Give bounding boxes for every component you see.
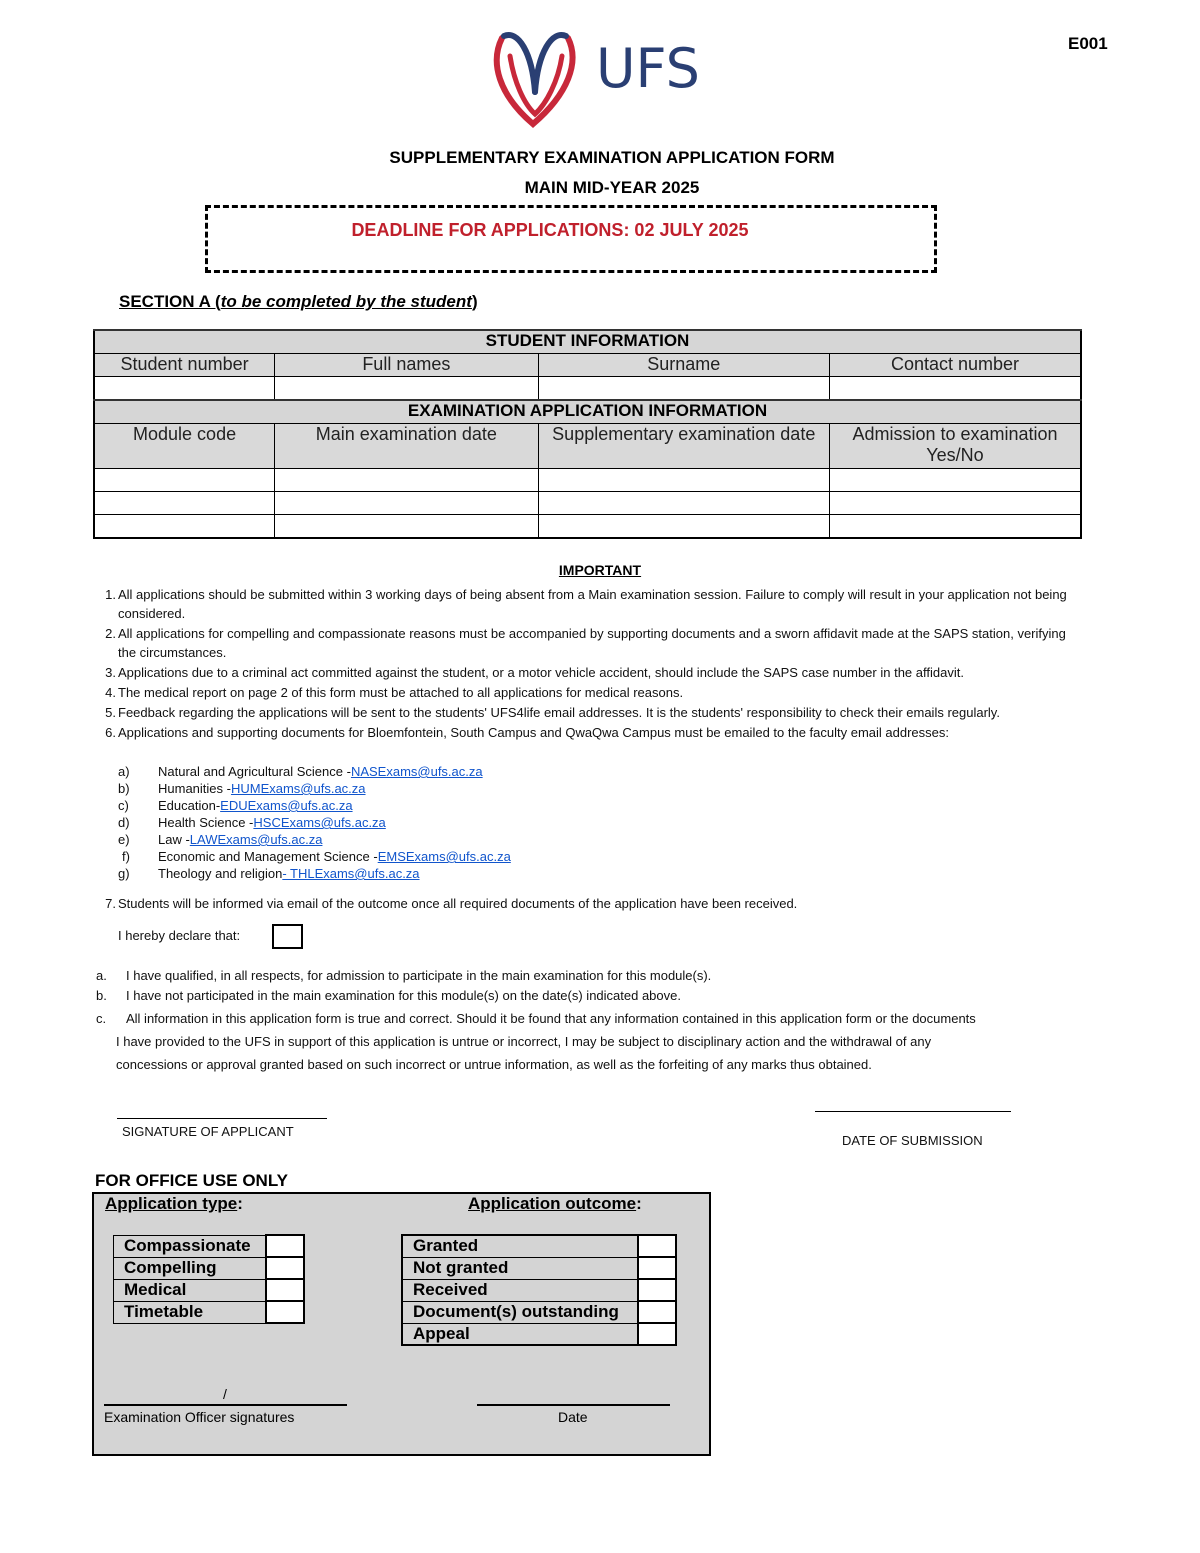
list-item — [118, 814, 511, 831]
faculty-name: Law - — [158, 832, 190, 847]
declaration-item-c — [96, 1009, 1076, 1028]
faculty-name: Natural and Agricultural Science - — [158, 764, 351, 779]
option-label: Medical — [114, 1279, 267, 1301]
admission-field[interactable] — [829, 492, 1081, 515]
list-item — [94, 585, 1069, 623]
item-letter: f) — [122, 849, 130, 864]
col-admission: Admission to examination Yes/No — [829, 424, 1081, 469]
admission-field[interactable] — [829, 515, 1081, 539]
item-text: I have not participated in the main examination for this module(s) on the date(s) indicated above. — [126, 988, 681, 1003]
faculty-name: Theology and religion — [158, 866, 283, 881]
section-a-note: to be completed by the student — [220, 292, 472, 311]
faculty-name: Economic and Management Science - — [158, 849, 378, 864]
documents-outstanding-checkbox[interactable] — [638, 1301, 676, 1323]
list-item — [118, 797, 511, 814]
application-outcome-label: Application outcome — [468, 1194, 637, 1213]
main-exam-date-field[interactable] — [275, 515, 538, 539]
submission-date-label: DATE OF SUBMISSION — [842, 1133, 983, 1148]
faculty-email-link[interactable]: NASExams@ufs.ac.za — [350, 764, 483, 779]
supp-exam-date-field[interactable] — [538, 469, 829, 492]
item-number: 7. — [105, 896, 116, 911]
faculty-email-link[interactable]: HUMExams@ufs.ac.za — [230, 781, 366, 796]
faculty-email-list — [118, 763, 511, 882]
declaration-item-a — [96, 966, 1076, 985]
item-text: The medical report on page 2 of this form must be attached to all applications for medical reasons. — [118, 685, 684, 700]
option-label: Compassionate — [114, 1235, 267, 1257]
faculty-email-link[interactable]: LAWExams@ufs.ac.za — [189, 832, 323, 847]
timetable-checkbox[interactable] — [266, 1301, 304, 1323]
col-module-code: Module code — [94, 424, 275, 469]
faculty-email-link[interactable]: HSCExams@ufs.ac.za — [253, 815, 386, 830]
section-a-close: ) — [471, 292, 478, 311]
item-letter: c. — [96, 1011, 107, 1026]
appeal-checkbox[interactable] — [638, 1323, 676, 1345]
module-code-field[interactable] — [94, 469, 275, 492]
faculty-email-link[interactable]: EDUExams@ufs.ac.za — [220, 798, 353, 813]
faculty-name: Humanities - — [158, 781, 231, 796]
col-surname: Surname — [538, 354, 829, 377]
list-item — [94, 683, 1069, 702]
admission-field[interactable] — [829, 469, 1081, 492]
item-letter: c) — [118, 798, 129, 813]
not-granted-checkbox[interactable] — [638, 1257, 676, 1279]
section-a-heading — [119, 292, 478, 312]
item-letter: a) — [118, 764, 130, 779]
option-label: Received — [402, 1279, 638, 1301]
item-text-cont: concessions or approval granted based on such incorrect or untrue information, as well as the forfeiting of any marks thus obtained. — [116, 1057, 872, 1072]
medical-checkbox[interactable] — [266, 1279, 304, 1301]
office-date-line[interactable] — [477, 1404, 670, 1406]
form-subtitle: MAIN MID-YEAR 2025 — [524, 178, 700, 197]
colon: : — [237, 1194, 243, 1213]
item-text: Students will be informed via email of the outcome once all required documents of the application have been received. — [118, 896, 798, 911]
list-item — [118, 780, 511, 797]
item-number: 3. — [105, 665, 116, 680]
full-names-field[interactable] — [275, 377, 538, 401]
main-exam-date-field[interactable] — [275, 492, 538, 515]
granted-checkbox[interactable] — [638, 1235, 676, 1257]
declaration-lead: I hereby declare that: — [118, 928, 241, 943]
colon: : — [636, 1194, 642, 1213]
form-title: SUPPLEMENTARY EXAMINATION APPLICATION FORM — [389, 148, 835, 167]
item-text: All applications should be submitted within 3 working days of being absent from a Main examination session. Failure to comply will result in your application not being considered. — [118, 587, 1067, 621]
compelling-checkbox[interactable] — [266, 1257, 304, 1279]
application-type-options — [113, 1234, 305, 1324]
col-full-names: Full names — [275, 354, 538, 377]
application-type-heading — [105, 1194, 243, 1214]
faculty-name: Education- — [158, 798, 221, 813]
col-main-exam-date: Main examination date — [275, 424, 538, 469]
submission-date-line[interactable] — [815, 1111, 1011, 1112]
col-student-number: Student number — [94, 354, 275, 377]
signature-slash: / — [223, 1386, 227, 1402]
item-letter: g) — [118, 866, 130, 881]
item-text: Feedback regarding the applications will be sent to the students' UFS4life email addresses. It is the students' responsibility to check their emails regularly. — [118, 705, 1000, 720]
list-item — [94, 723, 1069, 742]
faculty-email-link[interactable]: EMSExams@ufs.ac.za — [377, 849, 511, 864]
module-code-field[interactable] — [94, 492, 275, 515]
item-number: 6. — [105, 725, 116, 740]
item-number: 2. — [105, 626, 116, 641]
option-label: Timetable — [114, 1301, 267, 1323]
applicant-signature-line[interactable] — [117, 1118, 327, 1119]
supp-exam-date-field[interactable] — [538, 492, 829, 515]
list-item — [118, 763, 511, 780]
list-item — [94, 703, 1069, 722]
list-item — [118, 848, 511, 865]
deadline-text: DEADLINE FOR APPLICATIONS: 02 JULY 2025 — [351, 220, 749, 240]
applicant-signature-label: SIGNATURE OF APPLICANT — [122, 1124, 294, 1139]
list-item — [94, 624, 1069, 662]
option-label: Granted — [402, 1235, 638, 1257]
item-text: Applications and supporting documents for Bloemfontein, South Campus and QwaQwa Campus must be emailed to the faculty email addresses: — [118, 725, 949, 740]
application-outcome-heading — [468, 1194, 642, 1214]
item-letter: d) — [118, 815, 130, 830]
col-contact-number: Contact number — [829, 354, 1081, 377]
student-info-table — [93, 329, 1082, 539]
item-number: 1. — [105, 587, 116, 602]
list-item — [118, 831, 511, 848]
faculty-name: Health Science - — [158, 815, 254, 830]
contact-number-field[interactable] — [829, 377, 1081, 401]
office-use-title: FOR OFFICE USE ONLY — [95, 1171, 289, 1190]
office-date-label: Date — [558, 1409, 588, 1425]
exam-info-band: EXAMINATION APPLICATION INFORMATION — [94, 400, 1081, 424]
officer-signature-label: Examination Officer signatures — [104, 1409, 295, 1425]
received-checkbox[interactable] — [638, 1279, 676, 1301]
main-exam-date-field[interactable] — [275, 469, 538, 492]
section-a-label: SECTION A ( — [119, 292, 221, 311]
declaration-list — [96, 966, 1076, 1074]
logo-text: UFS — [596, 37, 700, 100]
list-item — [94, 894, 1069, 913]
declaration-checkbox[interactable] — [272, 924, 303, 949]
item-letter: b. — [96, 988, 107, 1003]
important-heading: IMPORTANT — [558, 562, 642, 578]
item-text: I have qualified, in all respects, for admission to participate in the main examination for this module(s). — [126, 968, 712, 983]
ufs-logo — [488, 22, 738, 130]
compassionate-checkbox[interactable] — [266, 1235, 304, 1257]
application-outcome-options — [401, 1234, 677, 1346]
item-text: Applications due to a criminal act committed against the student, or a motor vehicle accident, should include the SAPS case number in the affidavit. — [118, 665, 964, 680]
option-label: Not granted — [402, 1257, 638, 1279]
list-item — [118, 865, 511, 882]
item-number: 5. — [105, 705, 116, 720]
list-item — [94, 663, 1069, 682]
item-text: All information in this application form is true and correct. Should it be found that any information contained in this application form or the documents — [126, 1011, 976, 1026]
item-text: All applications for compelling and compassionate reasons must be accompanied by supporting documents and a sworn affidavit made at the SAPS station, verifying the circumstances. — [118, 626, 1066, 660]
item-number: 4. — [105, 685, 116, 700]
item-letter: e) — [118, 832, 130, 847]
item-letter: a. — [96, 968, 107, 983]
important-list — [94, 585, 1069, 742]
ufs-heart-logo-icon — [488, 22, 738, 130]
col-supp-exam-date: Supplementary examination date — [538, 424, 829, 469]
item-text-cont: I have provided to the UFS in support of this application is untrue or incorrect, I may be subject to disciplinary action and the withdrawal of any — [116, 1034, 932, 1049]
option-label: Compelling — [114, 1257, 267, 1279]
item-letter: b) — [118, 781, 130, 796]
module-code-field[interactable] — [94, 515, 275, 539]
form-code: E001 — [1068, 34, 1108, 53]
option-label: Appeal — [402, 1323, 638, 1345]
surname-field[interactable] — [538, 377, 829, 401]
option-label: Document(s) outstanding — [402, 1301, 638, 1323]
declaration-item-b — [96, 986, 1076, 1005]
application-type-label: Application type — [105, 1194, 238, 1213]
faculty-email-link[interactable]: - THLExams@ufs.ac.za — [282, 866, 420, 881]
student-info-band: STUDENT INFORMATION — [94, 330, 1081, 354]
student-number-field[interactable] — [94, 377, 275, 401]
supp-exam-date-field[interactable] — [538, 515, 829, 539]
officer-signature-line[interactable] — [104, 1404, 347, 1406]
